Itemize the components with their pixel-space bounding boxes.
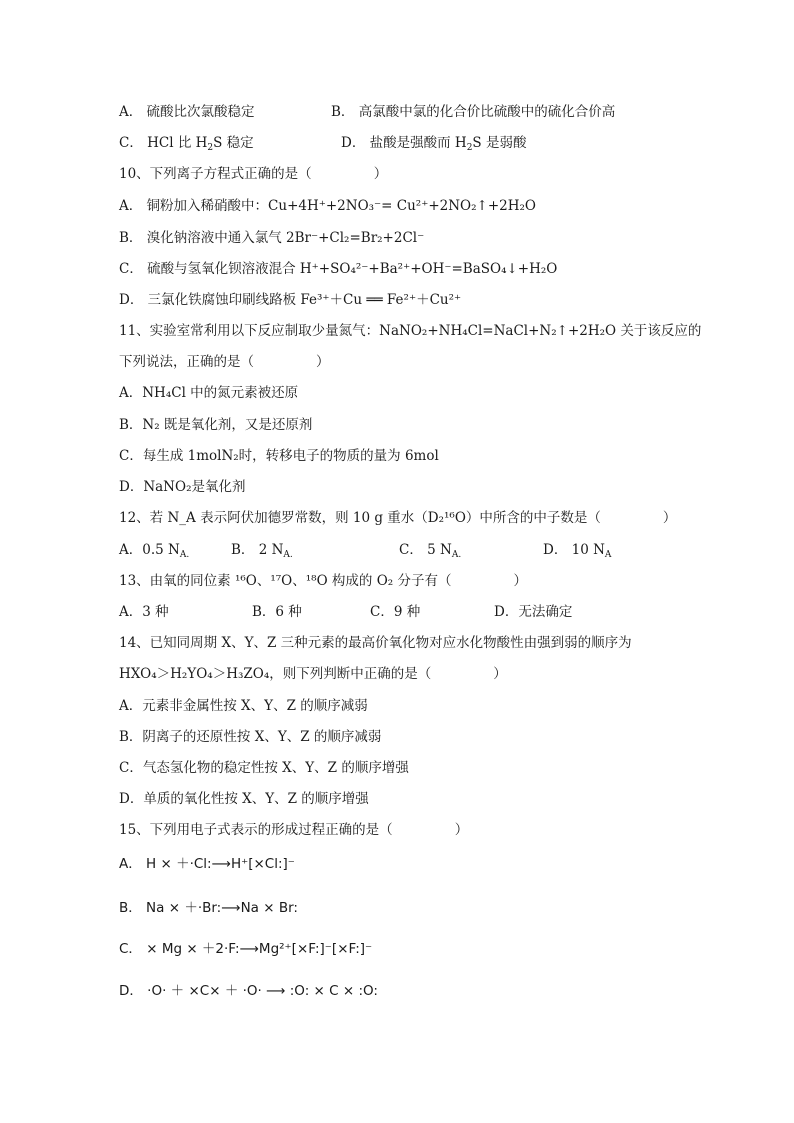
q11-option-a: A．NH₄Cl 中的氮元素被还原: [119, 385, 299, 401]
q11-option-c: C．每生成 1molN₂时，转移电子的物质的量为 6mol: [119, 448, 439, 464]
q12-option-b: B． 2 $N_{A.}$: [231, 542, 293, 560]
q9-option-c: C． HCl 比 $H_2S$ 稳定: [119, 135, 254, 153]
q13-option-b: B．6 种: [252, 604, 302, 620]
q10-stem: 10、下列离子方程式正确的是（ ）: [119, 166, 388, 182]
q15-option-a: A． H × ＋·Cl:⟶H⁺[×Cl:]⁻: [119, 856, 295, 872]
q14-option-d: D．单质的氧化性按 X、Y、Z 的顺序增强: [119, 791, 369, 807]
q10-option-b: B． 溴化钠溶液中通入氯气 2Br⁻+Cl₂=Br₂+2Cl⁻: [119, 230, 425, 246]
q15-option-c: C． × Mg × ＋2·F:⟶Mg²⁺[×F:]⁻[×F:]⁻: [119, 941, 373, 957]
q14-stem-line2: HXO₄＞H₂YO₄＞H₃ZO₄，则下列判断中正确的是（ ）: [119, 666, 507, 682]
q9-option-d: D． 盐酸是强酸而 $H_2S$ 是弱酸: [341, 135, 527, 153]
q15-option-d: D． ·O· ＋ ×C× ＋ ·O· ⟶ :O: × C × :O:: [119, 983, 378, 999]
q14-option-b: B．阴离子的还原性按 X、Y、Z 的顺序减弱: [119, 729, 382, 745]
q12-option-c: C． 5 $N_{A.}$: [399, 542, 462, 560]
q11-stem-line2: 下列说法，正确的是（ ）: [119, 354, 330, 370]
q15-stem: 15、下列用电子式表示的形成过程正确的是（ ）: [119, 822, 469, 838]
q10-option-d: D． 三氯化铁腐蚀印刷线路板 Fe³⁺＋Cu ══ Fe²⁺＋Cu²⁺: [119, 292, 462, 308]
q14-stem-line1: 14、已知同周期 X、Y、Z 三种元素的最高价氧化物对应水化物酸性由强到弱的顺序为: [119, 635, 632, 651]
q13-option-a: A．3 种: [119, 604, 169, 620]
q9-option-b: B． 高氯酸中氯的化合价比硫酸中的硫化合价高: [331, 104, 616, 120]
q15-option-b: B． Na × ＋·Br:⟶Na × Br:: [119, 900, 298, 916]
q13-stem: 13、由氧的同位素 ¹⁶O、¹⁷O、¹⁸O 构成的 O₂ 分子有（ ）: [119, 573, 527, 589]
q11-option-b: B．N₂ 既是氧化剂，又是还原剂: [119, 417, 313, 433]
q10-option-c: C． 硫酸与氢氧化钡溶液混合 H⁺+SO₄²⁻+Ba²⁺+OH⁻=BaSO₄↓+H₂O: [119, 261, 558, 277]
q12-option-d: D． 10 $N_A$: [543, 542, 612, 560]
q14-option-c: C．气态氢化物的稳定性按 X、Y、Z 的顺序增强: [119, 760, 409, 776]
q12-option-a: A．0.5 $N_{A.}$: [119, 542, 190, 560]
q11-option-d: D．NaNO₂是氧化剂: [119, 479, 246, 495]
q11-stem-line1: 11、实验室常利用以下反应制取少量氮气：NaNO₂+NH₄Cl=NaCl+N₂↑+2H₂O 关于该反应的: [119, 323, 702, 339]
q12-stem: 12、若 N_A 表示阿伏加德罗常数，则 10 g 重水（D₂¹⁶O）中所含的中子数是（ ）: [119, 510, 677, 526]
q10-option-a: A． 铜粉加入稀硝酸中：Cu+4H⁺+2NO₃⁻= Cu²⁺+2NO₂↑+2H₂O: [119, 198, 537, 214]
q9-option-a: A． 硫酸比次氯酸稳定: [119, 104, 255, 120]
q13-option-c: C．9 种: [370, 604, 421, 620]
q13-option-d: D．无法确定: [494, 604, 573, 620]
q14-option-a: A．元素非金属性按 X、Y、Z 的顺序减弱: [119, 698, 368, 714]
